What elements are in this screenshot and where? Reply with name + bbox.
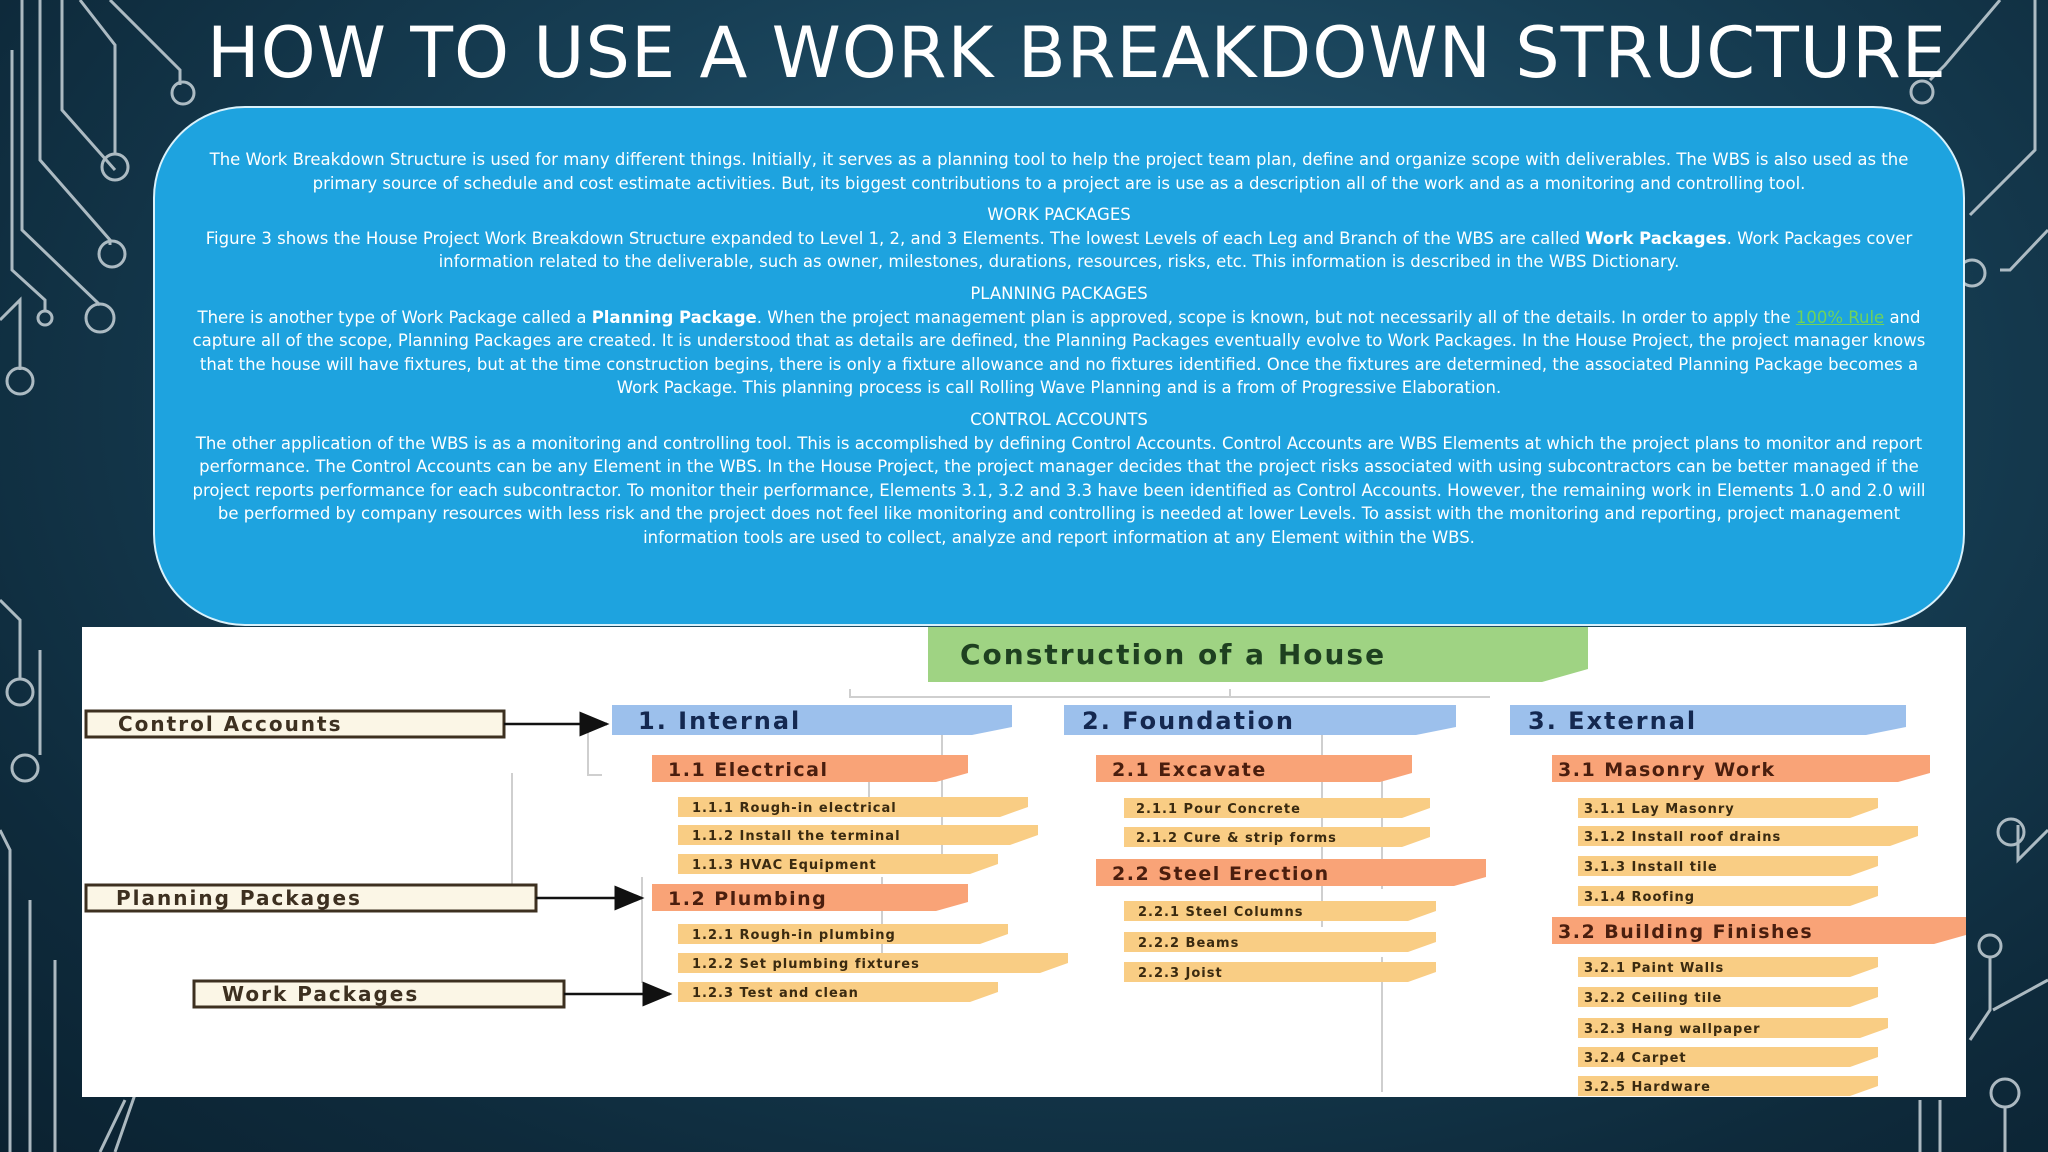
wbs-level2-masonry-work-label: 3.1 Masonry Work (1558, 759, 1776, 781)
wbs-level3-2-1-2-label: 2.1.2 Cure & strip forms (1136, 831, 1337, 846)
wbs-level3-2-2-3 (1124, 962, 1436, 982)
wbs-level3-3-1-3 (1578, 856, 1878, 876)
wbs-level3-2-2-3-label: 2.2.3 Joist (1138, 966, 1223, 981)
wbs-diagram-svg (82, 627, 1966, 1097)
wbs-level3-3-2-4-label: 3.2.4 Carpet (1584, 1051, 1687, 1066)
control-accounts-paragraph: The other application of the WBS is as a monitoring and controlling tool. This is accomplished by defining Control Accounts. Control Accounts are WBS Elements at which the project plans to monitor and report performance. The Control Accounts can be any Element in the WBS. In the House Project, the project manager decides that the project risks associated with using subcontractors can be better managed if the project reports performance for each subcontractor. To monitor their performance, Elements 3.1, 3.2 and 3.3 have been identified as Control Accounts. However, the remaining work in Elements 1.0 and 2.0 will be performed by company resources with less risk and the project does not feel like monitoring and controlling is needed at lower Levels. To assist with the monitoring and reporting, project management information tools are used to collect, analyze and report information at any Element within the WBS. (192, 433, 1926, 547)
wbs-level3-1-2-2-label: 1.2.2 Set plumbing fixtures (692, 957, 920, 972)
wbs-level3-3-2-3-label: 3.2.3 Hang wallpaper (1584, 1022, 1761, 1037)
wbs-level2-building-finishes-label: 3.2 Building Finishes (1558, 921, 1814, 943)
wbs-level3-3-1-2-label: 3.1.2 Install roof drains (1584, 830, 1782, 845)
wbs-level3-3-1-1-label: 3.1.1 Lay Masonry (1584, 802, 1735, 817)
wbs-level2-excavate (1096, 755, 1412, 782)
wbs-level3-1-1-2 (678, 825, 1038, 845)
wbs-level2-masonry-work (1552, 755, 1930, 782)
wbs-level3-1-2-3 (678, 982, 998, 1002)
wbs-level3-3-2-1 (1578, 957, 1878, 977)
wbs-level1-external-label: 3. External (1528, 707, 1698, 735)
wbs-level3-2-2-1-label: 2.2.1 Steel Columns (1138, 905, 1304, 920)
wbs-level3-3-2-5-label: 3.2.5 Hardware (1584, 1080, 1711, 1095)
wbs-level2-building-finishes (1552, 917, 1966, 944)
wbs-level3-2-2-2 (1124, 932, 1436, 952)
wbs-level3-2-1-2 (1124, 827, 1430, 847)
wbs-level3-3-2-5 (1578, 1076, 1878, 1096)
wbs-level1-internal-label: 1. Internal (638, 707, 802, 735)
wbs-level2-steel-erection-label: 2.2 Steel Erection (1112, 863, 1330, 885)
work-packages-text-1: Figure 3 shows the House Project Work Breakdown Structure expanded to Level 1, 2, and 3 Elements. The lowest Levels of each Leg and Branch of the WBS are called (205, 228, 1586, 248)
wbs-level3-3-2-2-label: 3.2.2 Ceiling tile (1584, 991, 1723, 1006)
wbs-level3-1-2-2 (678, 953, 1068, 973)
wbs-text-panel (153, 106, 1965, 626)
wbs-level3-1-2-1 (678, 924, 1008, 944)
side-label-planning-packages-text: Planning Packages (116, 886, 362, 910)
planning-packages-paragraph (189, 306, 1929, 400)
wbs-root-label: Construction of a House (960, 638, 1387, 671)
page-title: HOW TO USE A WORK BREAKDOWN STRUCTURE (207, 12, 1948, 94)
work-packages-bold: Work Packages (1585, 228, 1727, 248)
side-label-control-accounts-text: Control Accounts (118, 712, 343, 736)
control-accounts-heading: CONTROL ACCOUNTS (970, 409, 1148, 429)
wbs-level1-foundation-label: 2. Foundation (1082, 707, 1295, 735)
wbs-level3-3-1-1 (1578, 798, 1878, 818)
wbs-level3-3-1-2 (1578, 826, 1918, 846)
wbs-level3-1-1-2-label: 1.1.2 Install the terminal (692, 829, 901, 844)
wbs-level2-steel-erection (1096, 859, 1486, 886)
wbs-level2-plumbing-label: 1.2 Plumbing (668, 888, 828, 910)
wbs-level3-3-2-2 (1578, 987, 1878, 1007)
wbs-level3-3-2-3 (1578, 1018, 1888, 1038)
side-label-control-accounts (86, 711, 607, 737)
wbs-level3-1-1-1 (678, 797, 1028, 817)
wbs-level3-1-2-3-label: 1.2.3 Test and clean (692, 986, 859, 1001)
planning-packages-heading: PLANNING PACKAGES (970, 283, 1148, 303)
wbs-level3-3-2-4 (1578, 1047, 1878, 1067)
wbs-level3-2-1-1 (1124, 798, 1430, 818)
work-packages-text-2: . Work Packages cover information related to the deliverable, such as owner, milestones, durations, resources, risks, etc. This information is described in the WBS Dictionary. (438, 228, 1913, 272)
side-label-planning-packages (86, 885, 642, 911)
wbs-level3-1-1-1-label: 1.1.1 Rough-in electrical (692, 801, 897, 816)
hundred-percent-rule-link[interactable]: 100% Rule (1795, 307, 1885, 327)
wbs-level3-2-1-1-label: 2.1.1 Pour Concrete (1136, 802, 1301, 817)
wbs-level3-2-2-2-label: 2.2.2 Beams (1138, 936, 1240, 951)
planning-packages-text-2: . When the project management plan is approved, scope is known, but not necessarily all of the details. In order to apply the (756, 307, 1796, 327)
planning-packages-text-1: There is another type of Work Package called a (197, 307, 592, 327)
wbs-level3-1-2-1-label: 1.2.1 Rough-in plumbing (692, 928, 896, 943)
side-label-work-packages (194, 981, 670, 1007)
wbs-level3-1-1-3 (678, 854, 998, 874)
planning-packages-bold: Planning Package (591, 307, 757, 327)
wbs-level3-2-2-1 (1124, 901, 1436, 921)
work-packages-paragraph (189, 227, 1929, 274)
intro-paragraph: The Work Breakdown Structure is used for many different things. Initially, it serves as a planning tool to help the project team plan, define and organize scope with deliverables. The WBS is also used as the primary source of schedule and cost estimate activities. But, its biggest contributions to a project are is use as a description all of the work and as a monitoring and controlling tool. (209, 150, 1909, 193)
work-packages-heading: WORK PACKAGES (987, 205, 1131, 225)
wbs-level1-external (1510, 705, 1906, 735)
wbs-level2-plumbing (652, 884, 968, 911)
wbs-level3-3-2-1-label: 3.2.1 Paint Walls (1584, 961, 1725, 976)
wbs-level3-1-1-3-label: 1.1.3 HVAC Equipment (692, 858, 877, 873)
wbs-root-node (928, 627, 1588, 682)
wbs-level3-3-1-4-label: 3.1.4 Roofing (1584, 890, 1696, 905)
wbs-level1-internal (612, 705, 1012, 735)
wbs-level3-3-1-4 (1578, 886, 1878, 906)
wbs-level1-foundation (1064, 705, 1456, 735)
wbs-level3-3-1-3-label: 3.1.3 Install tile (1584, 860, 1718, 875)
side-label-work-packages-text: Work Packages (222, 982, 420, 1006)
wbs-level2-excavate-label: 2.1 Excavate (1112, 759, 1267, 781)
wbs-diagram (82, 627, 1966, 1097)
wbs-level2-electrical-label: 1.1 Electrical (668, 759, 829, 781)
planning-packages-text-3: and capture all of the scope, Planning Packages are created. It is understood that as details are defined, the Planning Packages eventually evolve to Work Packages. In the House Project, the project manager knows that the house will have fixtures, but at the time construction begins, there is only a fixture allowance and no fixtures identified. Once the fixtures are determined, the associated Planning Package becomes a Work Package. This planning process is call Rolling Wave Planning and is a from of Progressive Elaboration. (192, 307, 1926, 398)
wbs-level2-electrical (652, 755, 968, 782)
